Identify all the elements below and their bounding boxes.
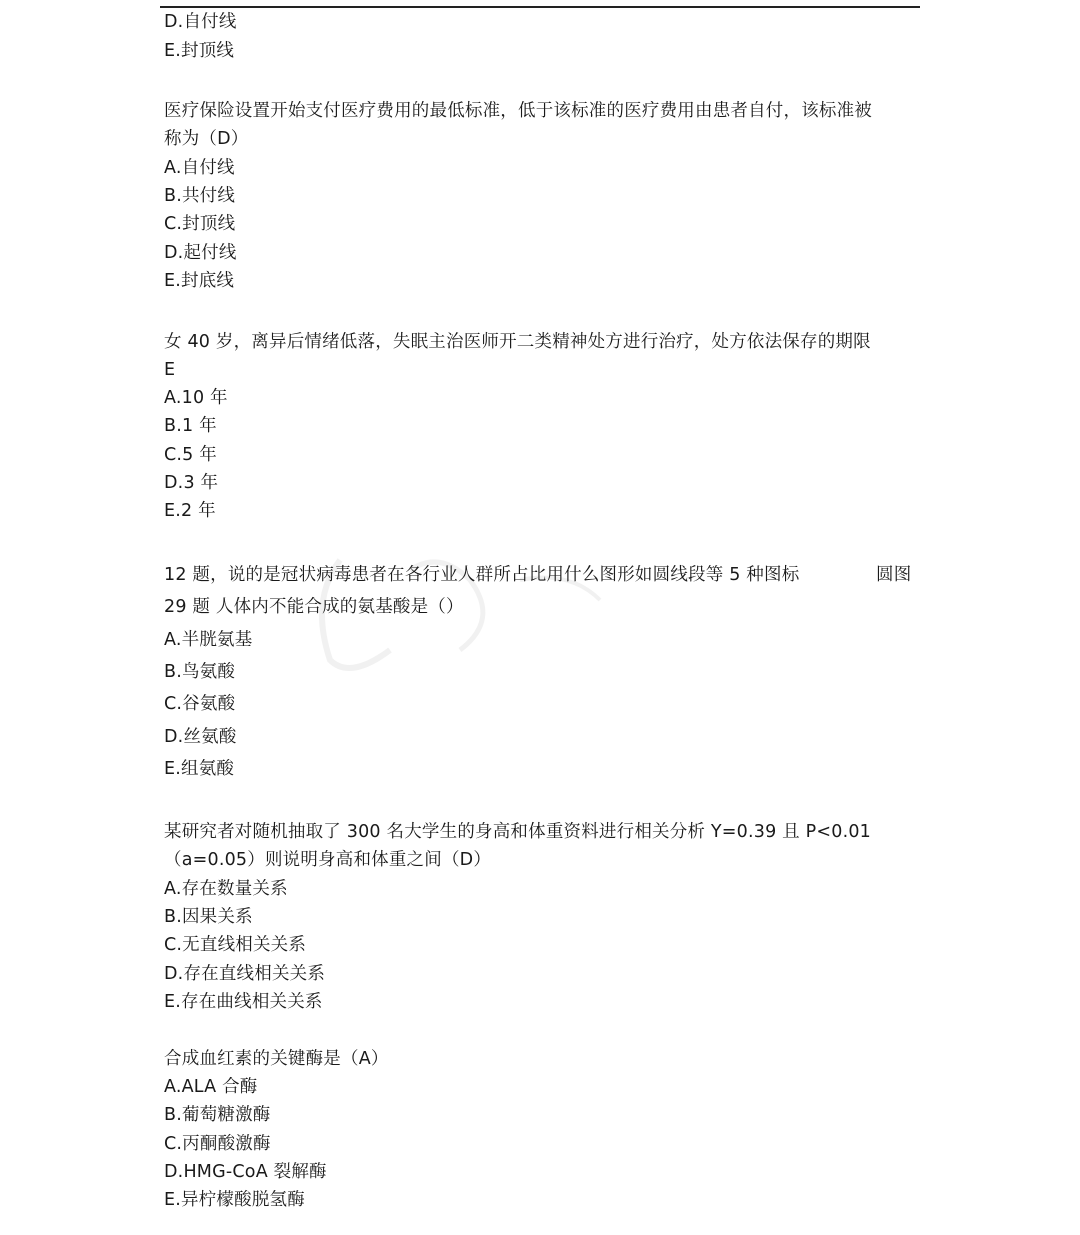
- q3-note-line: 12 题，说的是冠状病毒患者在各行业人群所占比用什么图形如圆线段等 5 种图标: [164, 565, 800, 585]
- q4-stem-line-2: （a=0.05）则说明身高和体重之间（D）: [164, 850, 492, 870]
- q5-stem-line: 合成血红素的关键酶是（A）: [164, 1049, 389, 1069]
- q5-option-b: B.葡萄糖激酶: [164, 1105, 271, 1125]
- q2-option-c: C.5 年: [164, 445, 217, 465]
- q3-option-a: A.半胱氨基: [164, 630, 253, 650]
- q4-stem-line-1: 某研究者对随机抽取了 300 名大学生的身高和体重资料进行相关分析 Y=0.39 且 P<0.01: [164, 822, 872, 842]
- q3-note-answer: 圆图: [876, 565, 912, 585]
- q4-option-c: C.无直线相关关系: [164, 935, 307, 955]
- q2-option-a: A.10 年: [164, 388, 228, 408]
- q4-option-e: E.存在曲线相关关系: [164, 992, 323, 1012]
- q4-option-d: D.存在直线相关关系: [164, 964, 326, 984]
- q1-stem-line-2: 称为（D）: [164, 129, 249, 149]
- q3-option-e: E.组氨酸: [164, 759, 235, 779]
- page-top-rule: [160, 6, 920, 8]
- q1-option-b: B.共付线: [164, 186, 236, 206]
- q3-stem-line: 29 题 人体内不能合成的氨基酸是（）: [164, 597, 464, 617]
- q5-option-c: C.丙酮酸激酶: [164, 1134, 271, 1154]
- prev-option-d: D.自付线: [164, 12, 237, 32]
- q3-option-b: B.鸟氨酸: [164, 662, 236, 682]
- q1-stem-line-1: 医疗保险设置开始支付医疗费用的最低标准，低于该标准的医疗费用由患者自付，该标准被: [164, 101, 872, 121]
- q1-option-a: A.自付线: [164, 158, 235, 178]
- q2-option-b: B.1 年: [164, 416, 217, 436]
- q1-option-c: C.封顶线: [164, 214, 236, 234]
- q5-option-a: A.ALA 合酶: [164, 1077, 258, 1097]
- q2-stem-line-1: 女 40 岁，离异后情绪低落，失眠主治医师开二类精神处方进行治疗，处方依法保存的期限: [164, 332, 871, 352]
- q3-option-c: C.谷氨酸: [164, 694, 236, 714]
- q3-option-d: D.丝氨酸: [164, 727, 237, 747]
- q2-option-d: D.3 年: [164, 473, 219, 493]
- q5-option-e: E.异柠檬酸脱氢酶: [164, 1190, 305, 1210]
- q5-option-d: D.HMG-CoA 裂解酶: [164, 1162, 327, 1182]
- q4-option-a: A.存在数量关系: [164, 879, 288, 899]
- q1-option-d: D.起付线: [164, 243, 237, 263]
- prev-option-e: E.封顶线: [164, 41, 235, 61]
- q2-option-e: E.2 年: [164, 501, 216, 521]
- q2-stem-line-2: E: [164, 360, 176, 380]
- q1-option-e: E.封底线: [164, 271, 235, 291]
- q4-option-b: B.因果关系: [164, 907, 253, 927]
